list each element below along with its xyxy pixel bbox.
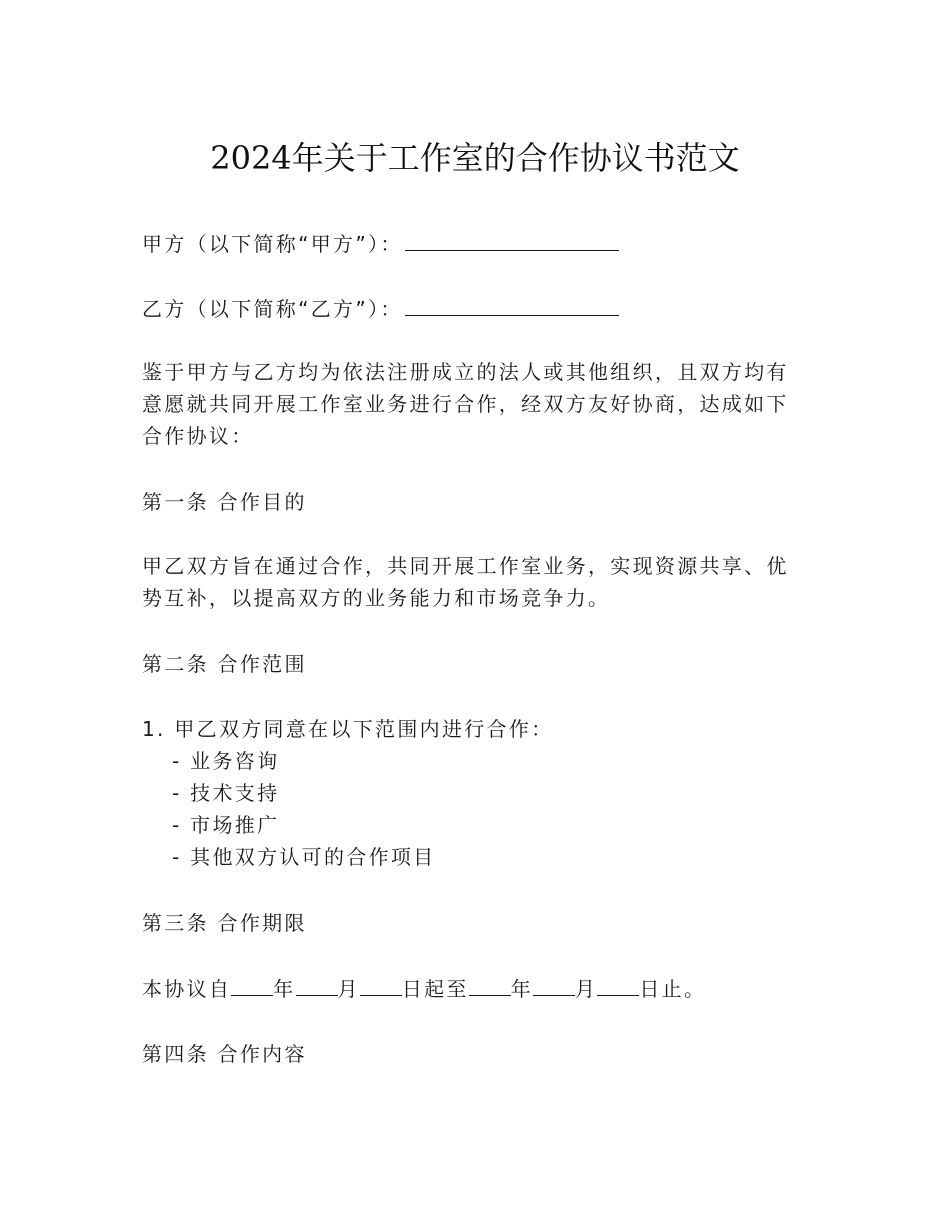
start-day-blank — [360, 973, 402, 996]
party-b-label: 乙方（以下简称“乙方”）： — [142, 297, 403, 321]
party-a-line — [142, 228, 619, 260]
article3-term-line — [142, 973, 706, 1005]
start-month-blank — [296, 973, 338, 996]
term-text: 年 — [510, 977, 534, 1001]
start-year-blank — [231, 973, 273, 996]
article1-heading: 第一条 合作目的 — [142, 490, 307, 514]
article2-subitem: - 市场推广 — [172, 813, 280, 837]
article2-subitem: - 技术支持 — [172, 781, 280, 805]
article4-heading: 第四条 合作内容 — [142, 1042, 307, 1066]
term-text: 日起至 — [401, 977, 469, 1001]
term-text: 年 — [273, 977, 296, 1001]
article3-heading: 第三条 合作期限 — [142, 911, 307, 935]
end-year-blank — [469, 973, 511, 996]
term-text: 日止。 — [639, 977, 707, 1001]
end-day-blank — [597, 973, 639, 996]
term-text: 本协议自 — [142, 977, 232, 1001]
party-a-blank — [405, 228, 619, 251]
article2-subitem: - 业务咨询 — [172, 749, 280, 773]
party-b-blank — [405, 293, 619, 316]
article2-subitem: - 其他双方认可的合作项目 — [172, 845, 436, 869]
party-a-label: 甲方（以下简称“甲方”）： — [142, 232, 403, 256]
party-b-line — [142, 293, 619, 325]
article2-item1: 1. 甲乙双方同意在以下范围内进行合作： — [142, 717, 554, 741]
term-text: 月 — [337, 977, 360, 1001]
end-month-blank — [533, 973, 575, 996]
preamble-paragraph: 鉴于甲方与乙方均为依法注册成立的法人或其他组织，且双方均有意愿就共同开展工作室业务进行合作，经双方友好协商，达成如下合作协议： — [142, 360, 789, 448]
document-title: 2024年关于工作室的合作协议书范文 — [210, 139, 740, 177]
term-text: 月 — [575, 977, 598, 1001]
article2-heading: 第二条 合作范围 — [142, 652, 307, 676]
article1-body: 甲乙双方旨在通过合作，共同开展工作室业务，实现资源共享、优势互补，以提高双方的业务能力和市场竞争力。 — [142, 554, 789, 610]
